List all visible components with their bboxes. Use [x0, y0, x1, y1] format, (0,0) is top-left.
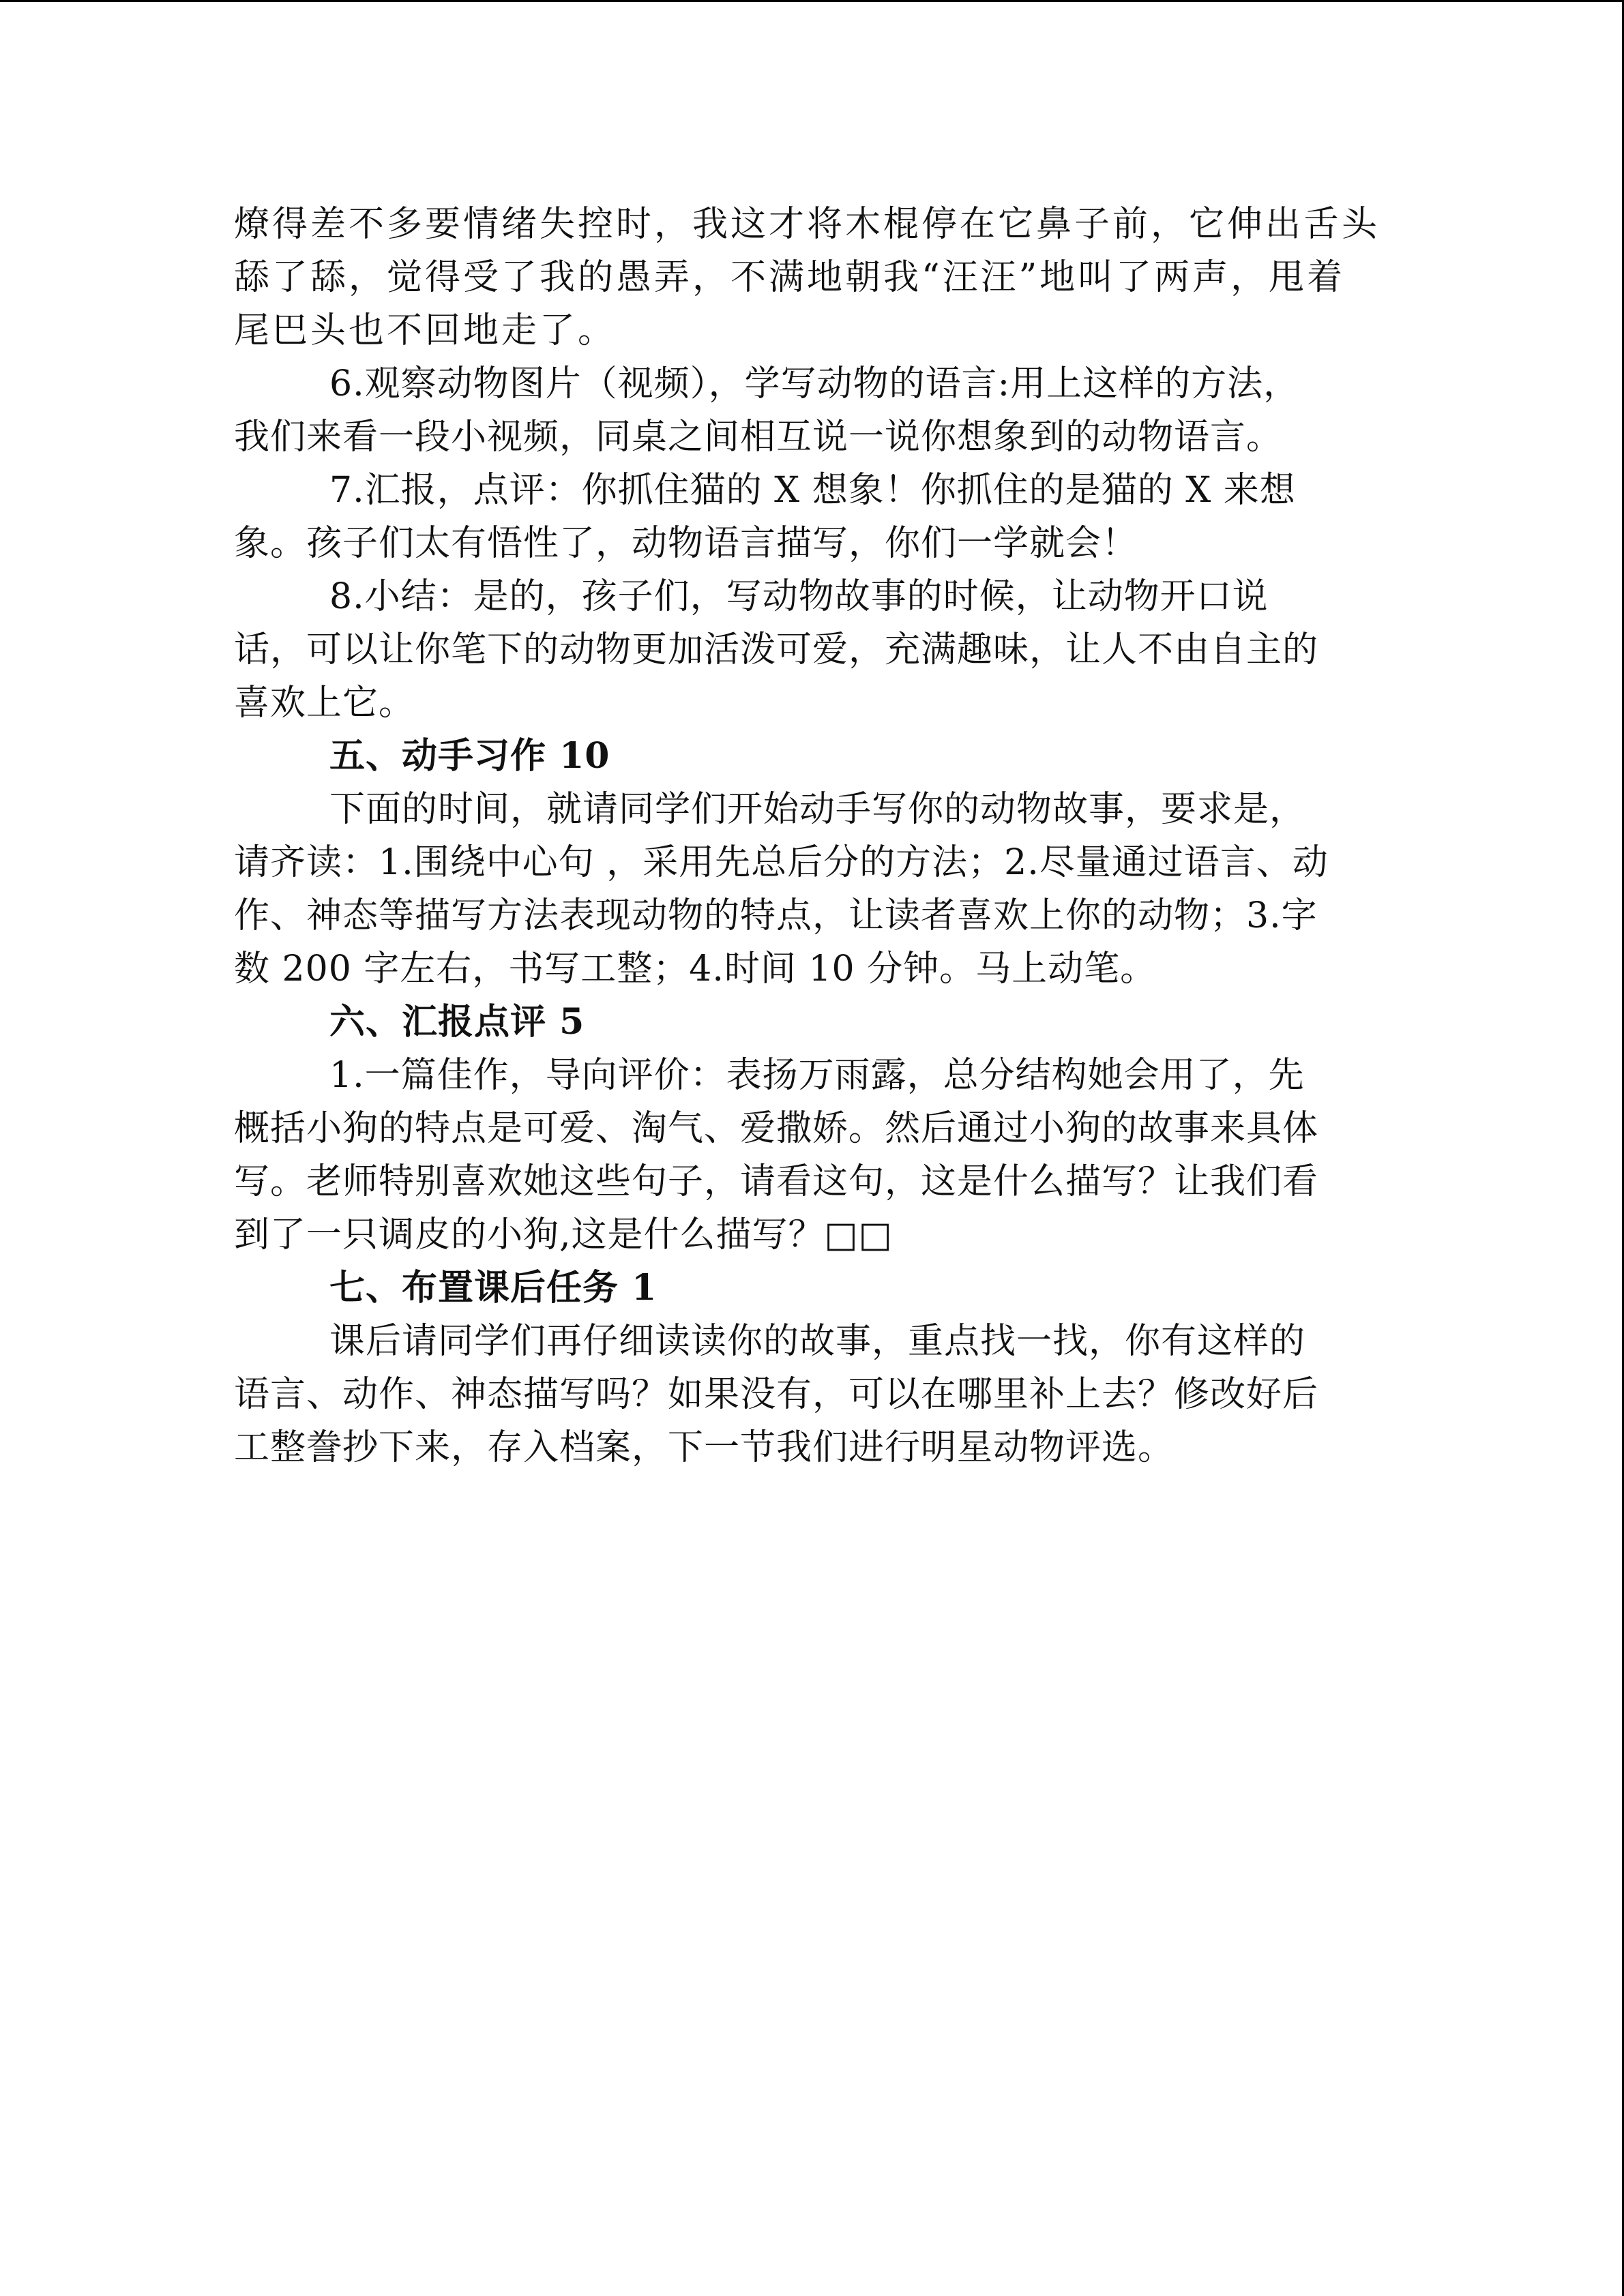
paragraph-line: 概括小狗的特点是可爱、淘气、爱撒娇。然后通过小狗的故事来具体 — [234, 1108, 1319, 1149]
paragraph-line: 舔了舔，觉得受了我的愚弄，不满地朝我“汪汪”地叫了两声，甩着 — [234, 257, 1346, 298]
paragraph-line: 尾巴头也不回地走了。 — [234, 310, 617, 351]
paragraph-line: 8.小结：是的，孩子们，写动物故事的时候，让动物开口说 — [329, 576, 1269, 617]
paragraph-line: 作、神态等描写方法表现动物的特点，让读者喜欢上你的动物；3.字 — [234, 895, 1318, 936]
paragraph-line: 我们来看一段小视频，同桌之间相互说一说你想象到的动物语言。 — [234, 417, 1283, 458]
paragraph-line: 工整誊抄下来，存入档案，下一节我们进行明星动物评选。 — [234, 1427, 1175, 1468]
paragraph-line: 写。老师特别喜欢她这些句子，请看这句，这是什么描写？让我们看 — [234, 1161, 1319, 1202]
paragraph-line: 到了一只调皮的小狗,这是什么描写？□□ — [234, 1214, 893, 1255]
paragraph-line: 课后请同学们再仔细读读你的故事，重点找一找，你有这样的 — [329, 1321, 1306, 1362]
paragraph-line: 话，可以让你笔下的动物更加活泼可爱，充满趣味，让人不由自主的 — [234, 629, 1319, 670]
page-border-top — [0, 0, 1624, 2]
paragraph-line: 1.一篇佳作，导向评价：表扬万雨露，总分结构她会用了，先 — [329, 1055, 1305, 1096]
section-heading: 五、动手习作 10 — [329, 735, 610, 777]
paragraph-line: 语言、动作、神态描写吗？如果没有，可以在哪里补上去？修改好后 — [234, 1374, 1319, 1415]
paragraph-line: 请齐读：1.围绕中心句 ，采用先总后分的方法；2.尽量通过语言、动 — [234, 842, 1329, 883]
paragraph-line: 6.观察动物图片（视频），学写动物的语言:用上这样的方法， — [329, 363, 1300, 404]
paragraph-line: 喜欢上它。 — [234, 683, 415, 724]
document-body — [234, 198, 1380, 1474]
section-heading: 七、布置课后任务 1 — [329, 1267, 658, 1309]
section-heading: 六、汇报点评 5 — [329, 1001, 585, 1043]
paragraph-line: 下面的时间，就请同学们开始动手写你的动物故事，要求是， — [329, 789, 1306, 830]
paragraph-line: 数 200 字左右，书写工整；4.时间 10 分钟。马上动笔。 — [234, 949, 1157, 989]
paragraph-line: 象。孩子们太有悟性了，动物语言描写，你们一学就会！ — [234, 523, 1138, 564]
paragraph-line: 7.汇报，点评：你抓住猫的 X 想象！你抓住的是猫的 X 来想 — [329, 470, 1296, 511]
paragraph-line: 燎得差不多要情绪失控时，我这才将木棍停在它鼻子前，它伸出舌头 — [234, 204, 1381, 245]
